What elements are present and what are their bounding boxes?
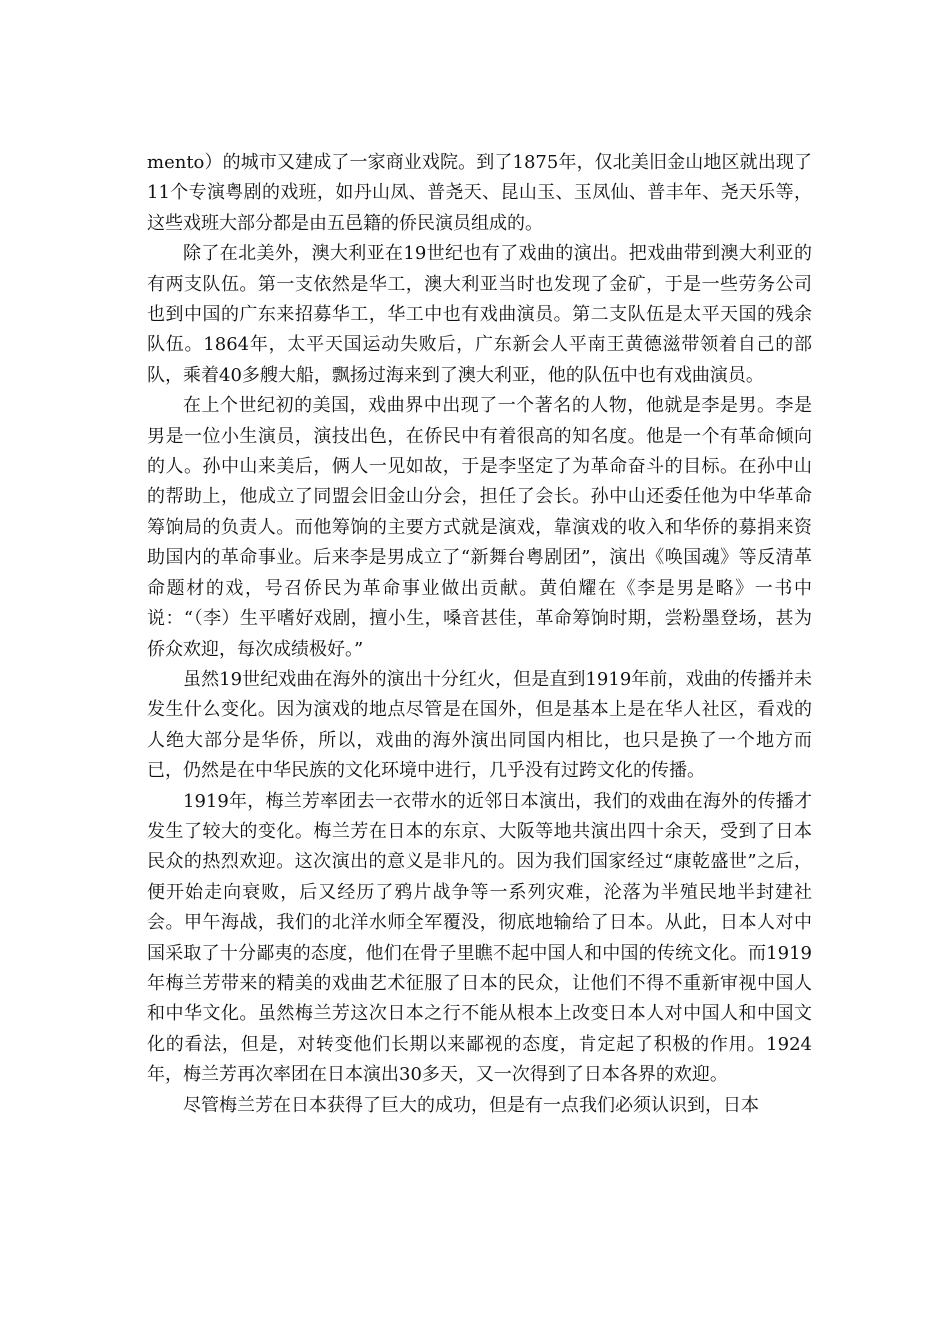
paragraph-1: mento）的城市又建成了一家商业戏院。到了1875年，仅北美旧金山地区就出现了11个专演粤剧的戏班，如丹山凤、普尧天、昆山玉、玉凤仙、普丰年、尧天乐等，这些戏班大部分都是由五邑籍的侨民演员组成的。 <box>147 152 812 234</box>
paragraph-6: 尽管梅兰芳在日本获得了巨大的成功，但是有一点我们必须认识到，日本 <box>183 1094 759 1116</box>
paragraph-3: 在上个世纪初的美国，戏曲界中出现了一个著名的人物，他就是李是男。李是男是一位小生演员，演技出色，在侨民中有着很高的知名度。他是一个有革命倾向的人。孙中山来美后，俩人一见如故，于是李坚定了为革命奋斗的目标。在孙中山的帮助上，他成立了同盟会旧金山分会，担任了会长。孙中山还委任他为中华革命筹饷局的负责人。而他筹饷的主要方式就是演戏，靠演戏的收入和华侨的募捐来资助国内的革命事业。后来李是男成立了“新舞台粤剧团”，演出《唤国魂》等反清革命题材的戏，号召侨民为革命事业做出贡献。黄伯耀在《李是男是略》一书中说：“（李）生平嗜好戏剧，擅小生，嗓音甚佳，革命筹饷时期，尝粉墨登场，甚为侨众欢迎，每次成绩极好。” <box>147 395 812 660</box>
paragraph-2: 除了在北美外，澳大利亚在19世纪也有了戏曲的演出。把戏曲带到澳大利亚的有两支队伍。第一支依然是华工，澳大利亚当时也发现了金矿，于是一些劳务公司也到中国的广东来招募华工，华工中也有戏曲演员。第二支队伍是太平天国的残余队伍。1864年，太平天国运动失败后，广东新会人平南王黄德滋带领着自己的部队，乘着40多艘大船，飘扬过海来到了澳大利亚，他的队伍中也有戏曲演员。 <box>147 243 812 386</box>
document-page <box>147 148 812 1121</box>
paragraph-4: 虽然19世纪戏曲在海外的演出十分红火，但是直到1919年前，戏曲的传播并未发生什么变化。因为演戏的地点尽管是在国外，但是基本上是在华人社区，看戏的人绝大部分是华侨，所以，戏曲的海外演出同国内相比，也只是换了一个地方而已，仍然是在中华民族的文化环境中进行，几乎没有过跨文化的传播。 <box>147 668 812 782</box>
paragraph-5: 1919年，梅兰芳率团去一衣带水的近邻日本演出，我们的戏曲在海外的传播才发生了较大的变化。梅兰芳在日本的东京、大阪等地共演出四十余天，受到了日本民众的热烈欢迎。这次演出的意义是非凡的。因为我们国家经过“康乾盛世”之后，便开始走向衰败，后又经历了鸦片战争等一系列灾难，沦落为半殖民地半封建社会。甲午海战，我们的北洋水师全军覆没，彻底地输给了日本。从此，日本人对中国采取了十分鄙夷的态度，他们在骨子里瞧不起中国人和中国的传统文化。而1919年梅兰芳带来的精美的戏曲艺术征服了日本的民众，让他们不得不重新审视中国人和中华文化。虽然梅兰芳这次日本之行不能从根本上改变日本人对中国人和中国文化的看法，但是，对转变他们长期以来鄙视的态度，肯定起了积极的作用。1924年，梅兰芳再次率团在日本演出30多天，又一次得到了日本各界的欢迎。 <box>147 790 812 1086</box>
